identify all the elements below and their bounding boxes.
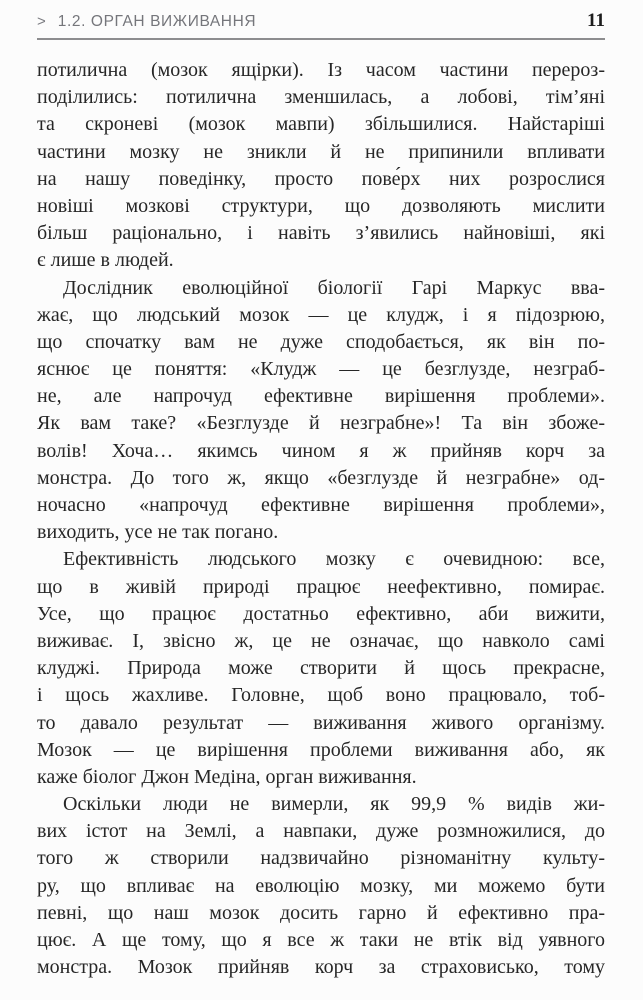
paragraph [37, 57, 605, 275]
text-line: ру, що впливає на еволюцію мозку, ми можемо бути [37, 874, 605, 897]
paragraph [37, 275, 605, 547]
text-line: що спочатку вам не дуже сподобається, як він по- [37, 330, 605, 353]
text-line: каже біолог Джон Медіна, орган виживання. [37, 765, 417, 788]
text-line: є лише в людей. [37, 249, 174, 272]
text-line: Оскільки люди не вимерли, як 99,9 % видів жи- [63, 793, 605, 816]
text-line: Дослідник еволюційної біології Гарі Маркус вва- [63, 276, 605, 299]
text-line: виживає. І, звісно ж, це не означає, що навколо самі [37, 629, 605, 652]
header-section-title-group [37, 13, 256, 31]
text-line: не, але напрочуд ефективне вирішення проблеми». [37, 385, 605, 408]
text-line: Ефективність людського мозку є очевидною: все, [63, 548, 605, 571]
page-number: 11 [587, 10, 605, 31]
chevron-right-icon: > [37, 13, 46, 30]
page-body [37, 57, 605, 981]
running-header [37, 10, 605, 34]
text-line: ночасно «напрочуд ефективне вирішення проблеми», [37, 494, 605, 516]
text-line: на нашу поведінку, просто пове́рх них розрослися [37, 167, 605, 190]
text-line: більш раціонально, і навіть з’явились найновіші, які [37, 222, 605, 245]
text-line: та скроневі (мозок мавпи) збільшилися. Найстаріші [37, 113, 605, 136]
text-line: монстра. До того ж, якщо «безглузде й незграбне» од- [37, 466, 605, 489]
text-line: клуджі. Природа може створити й щось прекрасне, [37, 657, 605, 680]
text-line: потилична (мозок ящірки). Із часом частини перероз- [37, 59, 605, 81]
text-line: Як вам таке? «Безглузде й незграбне»! Та він збоже- [37, 412, 605, 435]
text-line: жає, що людський мозок — це клудж, і я підозрюю, [37, 303, 605, 326]
text-line: вих істот на Землі, а навпаки, дуже розмножилися, до [37, 820, 605, 843]
text-line: то давало результат — виживання живого організму. [37, 711, 605, 734]
text-line: того ж створили надзвичайно різноманітну культу- [37, 847, 605, 870]
text-line: цює. А ще тому, що я все ж таки не втік від уявного [37, 929, 605, 951]
text-line: волів! Хоча… якимсь чином я ж прийняв корч за [37, 439, 605, 462]
text-line: Мозок — це вирішення проблеми виживання або, як [37, 738, 605, 761]
text-line: поділились: потилична зменшилась, а лобові, тім’яні [37, 86, 605, 109]
paragraph [37, 791, 605, 981]
text-line: виходить, усе не так погано. [37, 521, 279, 544]
text-line: частини мозку не зникли й не припинили впливати [37, 140, 605, 163]
header-divider [37, 38, 605, 40]
section-title: 1.2. ОРГАН ВИЖИВАННЯ [57, 13, 257, 30]
text-line: що в живій природі працює неефективно, помирає. [37, 575, 605, 598]
text-line: певні, що наш мозок досить гарно й ефективно пра- [37, 901, 605, 924]
text-line: Усе, що працює достатньо ефективно, аби вижити, [37, 602, 605, 625]
paragraph [37, 546, 605, 791]
text-line: монстра. Мозок прийняв корч за страховисько, тому [37, 956, 605, 979]
text-line: новіші мозкові структури, що дозволяють мислити [37, 194, 605, 217]
text-line: яснює це поняття: «Клудж — це безглузде, незграб- [37, 358, 605, 381]
text-line: і щось жахливе. Головне, щоб воно працювало, тоб- [37, 684, 605, 707]
